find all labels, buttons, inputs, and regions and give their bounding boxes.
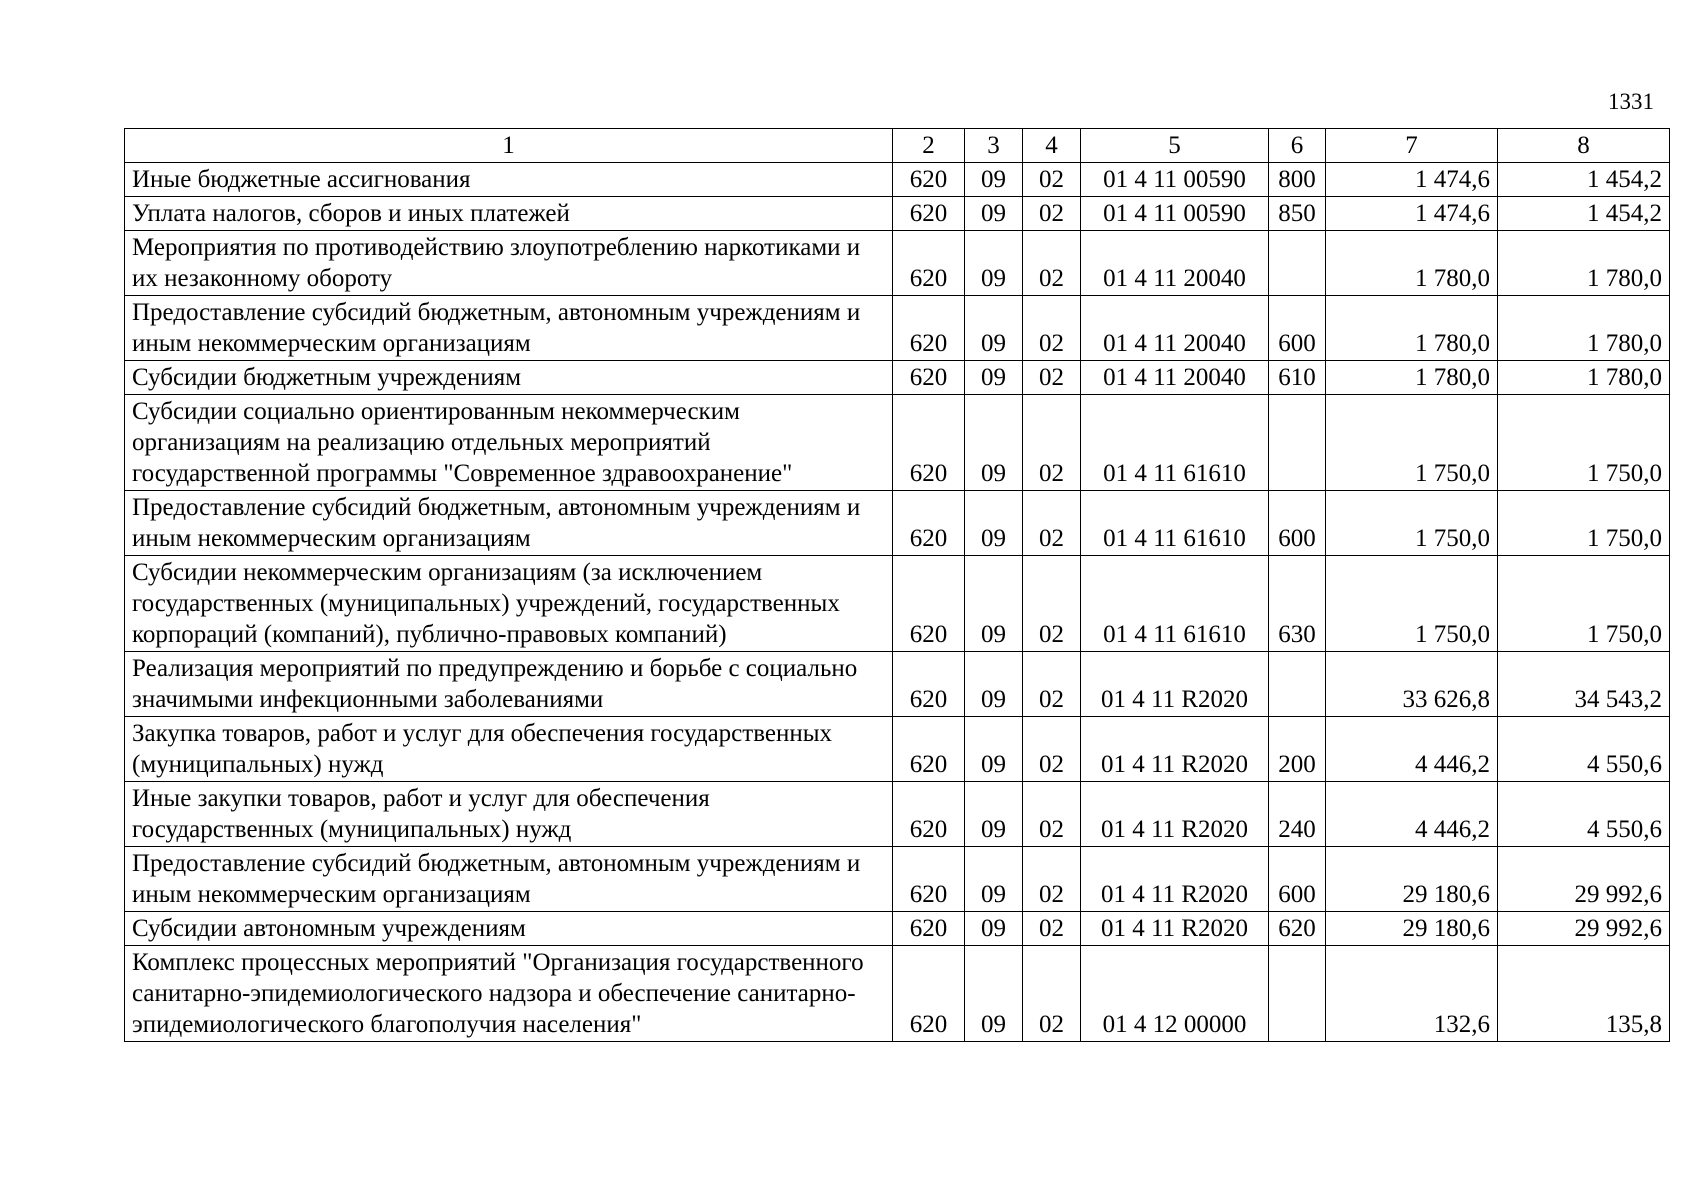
row-name-cell: Иные закупки товаров, работ и услуг для обеспечения государственных (муниципальных) нужд — [125, 782, 893, 847]
admin-code-cell: 620 — [893, 163, 965, 197]
admin-code-cell: 620 — [893, 847, 965, 912]
table-row — [125, 491, 1670, 556]
row-name-cell: Предоставление субсидий бюджетным, автономным учреждениям и иным некоммерческим организациям — [125, 491, 893, 556]
header-cell: 2 — [893, 129, 965, 163]
subsection-cell: 02 — [1023, 847, 1081, 912]
table-header-row — [125, 129, 1670, 163]
subsection-cell: 02 — [1023, 296, 1081, 361]
expense-type-cell: 600 — [1269, 491, 1326, 556]
row-name-cell: Реализация мероприятий по предупреждению и борьбе с социально значимыми инфекционными заболеваниями — [125, 652, 893, 717]
row-name-cell: Субсидии автономным учреждениям — [125, 912, 893, 946]
amount-col7-cell: 1 474,6 — [1326, 163, 1498, 197]
target-article-cell: 01 4 11 R2020 — [1081, 782, 1269, 847]
amount-col8-cell: 1 780,0 — [1498, 296, 1670, 361]
expense-type-cell — [1269, 395, 1326, 491]
target-article-cell: 01 4 11 R2020 — [1081, 652, 1269, 717]
target-article-cell: 01 4 11 20040 — [1081, 231, 1269, 296]
section-cell: 09 — [965, 197, 1023, 231]
section-cell: 09 — [965, 847, 1023, 912]
header-cell: 3 — [965, 129, 1023, 163]
page-number: 1331 — [1608, 89, 1654, 114]
row-name-cell: Мероприятия по противодействию злоупотреблению наркотиками и их незаконному обороту — [125, 231, 893, 296]
amount-col8-cell: 1 780,0 — [1498, 361, 1670, 395]
amount-col7-cell: 33 626,8 — [1326, 652, 1498, 717]
expense-type-cell: 600 — [1269, 296, 1326, 361]
table-row — [125, 847, 1670, 912]
amount-col7-cell: 1 474,6 — [1326, 197, 1498, 231]
header-cell: 5 — [1081, 129, 1269, 163]
row-name-cell: Иные бюджетные ассигнования — [125, 163, 893, 197]
amount-col8-cell: 1 750,0 — [1498, 491, 1670, 556]
section-cell: 09 — [965, 782, 1023, 847]
target-article-cell: 01 4 11 20040 — [1081, 361, 1269, 395]
admin-code-cell: 620 — [893, 782, 965, 847]
target-article-cell: 01 4 11 00590 — [1081, 163, 1269, 197]
admin-code-cell: 620 — [893, 491, 965, 556]
amount-col7-cell: 1 750,0 — [1326, 491, 1498, 556]
admin-code-cell: 620 — [893, 296, 965, 361]
target-article-cell: 01 4 11 R2020 — [1081, 717, 1269, 782]
expense-type-cell: 600 — [1269, 847, 1326, 912]
table-row — [125, 946, 1670, 1042]
expense-type-cell: 240 — [1269, 782, 1326, 847]
admin-code-cell: 620 — [893, 197, 965, 231]
amount-col8-cell: 1 750,0 — [1498, 395, 1670, 491]
section-cell: 09 — [965, 163, 1023, 197]
subsection-cell: 02 — [1023, 717, 1081, 782]
expense-type-cell: 620 — [1269, 912, 1326, 946]
row-name-cell: Субсидии социально ориентированным некоммерческим организациям на реализацию отдельных мероприятий государственной программы "Современное здравоохранение" — [125, 395, 893, 491]
table-row — [125, 296, 1670, 361]
row-name-cell: Уплата налогов, сборов и иных платежей — [125, 197, 893, 231]
amount-col8-cell: 1 750,0 — [1498, 556, 1670, 652]
expense-type-cell: 630 — [1269, 556, 1326, 652]
admin-code-cell: 620 — [893, 717, 965, 782]
subsection-cell: 02 — [1023, 556, 1081, 652]
subsection-cell: 02 — [1023, 163, 1081, 197]
target-article-cell: 01 4 11 R2020 — [1081, 912, 1269, 946]
subsection-cell: 02 — [1023, 912, 1081, 946]
amount-col7-cell: 1 780,0 — [1326, 361, 1498, 395]
table-row — [125, 717, 1670, 782]
header-cell: 8 — [1498, 129, 1670, 163]
expense-type-cell: 850 — [1269, 197, 1326, 231]
admin-code-cell: 620 — [893, 395, 965, 491]
amount-col7-cell: 132,6 — [1326, 946, 1498, 1042]
target-article-cell: 01 4 11 61610 — [1081, 395, 1269, 491]
expense-type-cell — [1269, 231, 1326, 296]
header-cell: 4 — [1023, 129, 1081, 163]
amount-col7-cell: 29 180,6 — [1326, 847, 1498, 912]
subsection-cell: 02 — [1023, 946, 1081, 1042]
expense-type-cell: 610 — [1269, 361, 1326, 395]
section-cell: 09 — [965, 395, 1023, 491]
table-row — [125, 782, 1670, 847]
row-name-cell: Комплекс процессных мероприятий "Организация государственного санитарно-эпидемиологического надзора и обеспечение санитарно-эпидемиологического благополучия населения" — [125, 946, 893, 1042]
table-row — [125, 912, 1670, 946]
header-cell: 6 — [1269, 129, 1326, 163]
table-row — [125, 361, 1670, 395]
target-article-cell: 01 4 12 00000 — [1081, 946, 1269, 1042]
row-name-cell: Субсидии некоммерческим организациям (за исключением государственных (муниципальных) учреждений, государственных корпораций (компаний), публично-правовых компаний) — [125, 556, 893, 652]
section-cell: 09 — [965, 912, 1023, 946]
table-row — [125, 197, 1670, 231]
target-article-cell: 01 4 11 R2020 — [1081, 847, 1269, 912]
admin-code-cell: 620 — [893, 912, 965, 946]
subsection-cell: 02 — [1023, 197, 1081, 231]
budget-table — [124, 128, 1670, 1042]
amount-col7-cell: 4 446,2 — [1326, 782, 1498, 847]
target-article-cell: 01 4 11 61610 — [1081, 556, 1269, 652]
section-cell: 09 — [965, 717, 1023, 782]
amount-col7-cell: 1 780,0 — [1326, 231, 1498, 296]
expense-type-cell — [1269, 652, 1326, 717]
section-cell: 09 — [965, 491, 1023, 556]
subsection-cell: 02 — [1023, 395, 1081, 491]
subsection-cell: 02 — [1023, 491, 1081, 556]
amount-col8-cell: 4 550,6 — [1498, 782, 1670, 847]
amount-col8-cell: 29 992,6 — [1498, 912, 1670, 946]
amount-col7-cell: 1 750,0 — [1326, 556, 1498, 652]
admin-code-cell: 620 — [893, 556, 965, 652]
amount-col7-cell: 1 780,0 — [1326, 296, 1498, 361]
subsection-cell: 02 — [1023, 231, 1081, 296]
amount-col8-cell: 1 454,2 — [1498, 163, 1670, 197]
table-row — [125, 163, 1670, 197]
row-name-cell: Предоставление субсидий бюджетным, автономным учреждениям и иным некоммерческим организациям — [125, 847, 893, 912]
target-article-cell: 01 4 11 20040 — [1081, 296, 1269, 361]
section-cell: 09 — [965, 231, 1023, 296]
section-cell: 09 — [965, 652, 1023, 717]
section-cell: 09 — [965, 556, 1023, 652]
target-article-cell: 01 4 11 61610 — [1081, 491, 1269, 556]
section-cell: 09 — [965, 361, 1023, 395]
admin-code-cell: 620 — [893, 652, 965, 717]
amount-col8-cell: 1 454,2 — [1498, 197, 1670, 231]
target-article-cell: 01 4 11 00590 — [1081, 197, 1269, 231]
section-cell: 09 — [965, 946, 1023, 1042]
row-name-cell: Субсидии бюджетным учреждениям — [125, 361, 893, 395]
admin-code-cell: 620 — [893, 231, 965, 296]
amount-col8-cell: 1 780,0 — [1498, 231, 1670, 296]
amount-col8-cell: 135,8 — [1498, 946, 1670, 1042]
header-cell: 7 — [1326, 129, 1498, 163]
amount-col7-cell: 29 180,6 — [1326, 912, 1498, 946]
expense-type-cell — [1269, 946, 1326, 1042]
section-cell: 09 — [965, 296, 1023, 361]
admin-code-cell: 620 — [893, 361, 965, 395]
amount-col7-cell: 1 750,0 — [1326, 395, 1498, 491]
header-cell: 1 — [125, 129, 893, 163]
expense-type-cell: 800 — [1269, 163, 1326, 197]
subsection-cell: 02 — [1023, 361, 1081, 395]
table-row — [125, 231, 1670, 296]
subsection-cell: 02 — [1023, 652, 1081, 717]
table-row — [125, 395, 1670, 491]
table-row — [125, 652, 1670, 717]
admin-code-cell: 620 — [893, 946, 965, 1042]
expense-type-cell: 200 — [1269, 717, 1326, 782]
row-name-cell: Предоставление субсидий бюджетным, автономным учреждениям и иным некоммерческим организациям — [125, 296, 893, 361]
amount-col8-cell: 4 550,6 — [1498, 717, 1670, 782]
amount-col7-cell: 4 446,2 — [1326, 717, 1498, 782]
amount-col8-cell: 34 543,2 — [1498, 652, 1670, 717]
subsection-cell: 02 — [1023, 782, 1081, 847]
amount-col8-cell: 29 992,6 — [1498, 847, 1670, 912]
row-name-cell: Закупка товаров, работ и услуг для обеспечения государственных (муниципальных) нужд — [125, 717, 893, 782]
table-row — [125, 556, 1670, 652]
